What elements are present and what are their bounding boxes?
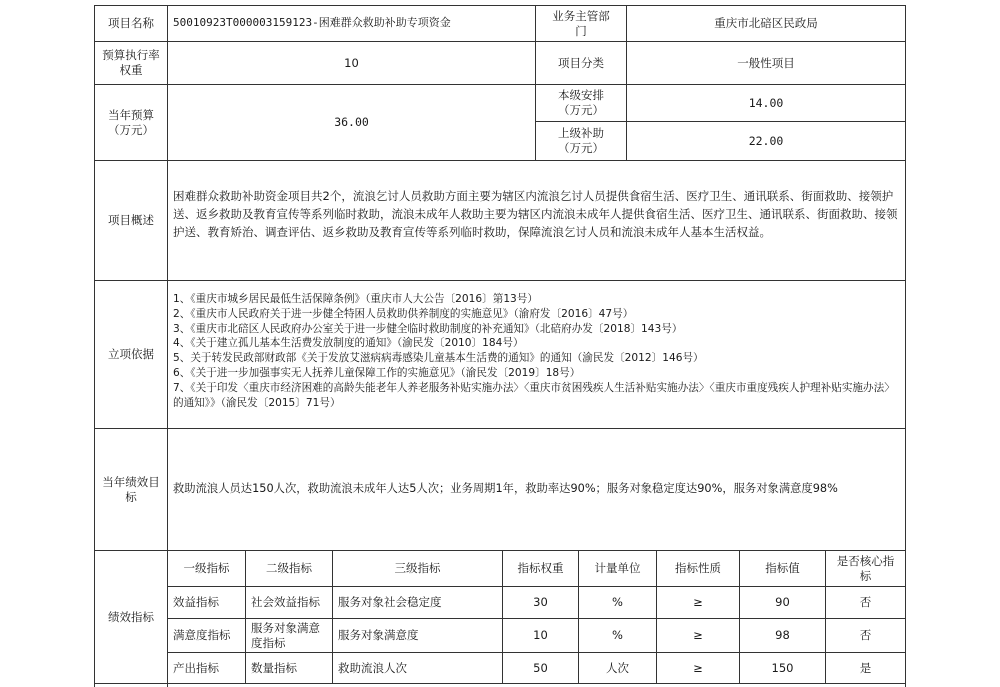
superior-subsidy-label: 上级补助（万元） [558, 126, 604, 155]
indicator-cell: 否 [859, 628, 872, 643]
indicator-cell: 救助流浪人次 [338, 660, 407, 675]
budget-weight-value: 10 [344, 55, 359, 70]
dept-label: 业务主管部门 [552, 8, 610, 38]
indicator-cell: 10 [533, 628, 548, 643]
indicator-header-cell: 三级指标 [394, 561, 441, 576]
basis-item: 7、《关于印发〈重庆市经济困难的高龄失能老年人养老服务补贴实施办法〉〈重庆市贫困残疾人生活补贴实施办法〉〈重庆市重度残疾人护理补贴实施办法〉的通知》》（渝民发〔2015〕71号） [173, 381, 895, 409]
indicator-cell: 服务对象满意度指标 [251, 620, 320, 650]
basis-list [168, 292, 905, 411]
superior-subsidy-value: 22.00 [748, 133, 784, 148]
indicator-cell: 服务对象满意度 [338, 628, 419, 643]
budget-weight-label: 预算执行率权重 [102, 48, 160, 77]
indicator-header-cell: 一级指标 [183, 561, 230, 576]
goal-text: 救助流浪人员达150人次，救助流浪未成年人达5人次；业务周期1年，救助率达90%；服务对象稳定度达90%，服务对象满意度98% [173, 482, 838, 496]
indicator-header-cell: 指标性质 [675, 561, 721, 576]
indicator-cell: 产出指标 [173, 660, 219, 675]
basis-item: 4、《关于建立孤儿基本生活费发放制度的通知》（渝民发〔2010〕184号） [173, 337, 524, 350]
local-allocation-value: 14.00 [748, 95, 784, 110]
basis-item: 6、《关于进一步加强事实无人抚养儿童保障工作的实施意见》（渝民发〔2019〕18号） [173, 367, 581, 380]
indicator-header-cell: 指标权重 [517, 561, 564, 576]
project-name-value: 50010923T000003159123-困难群众救助补助专项资金 [173, 16, 451, 30]
indicator-cell: 效益指标 [173, 595, 219, 610]
project-name-label: 项目名称 [108, 16, 154, 31]
indicator-cell: % [612, 628, 623, 643]
indicators-label: 绩效指标 [108, 609, 154, 624]
indicator-cell: 98 [775, 628, 790, 643]
indicator-cell: 服务对象社会稳定度 [338, 595, 442, 610]
basis-item: 1、《重庆市城乡居民最低生活保障条例》（重庆市人大公告〔2016〕第13号） [173, 293, 538, 305]
indicator-cell: 否 [859, 595, 872, 610]
indicator-cell: 社会效益指标 [251, 595, 320, 610]
dept-value: 重庆市北碚区民政局 [714, 16, 818, 31]
indicator-cell: ≥ [693, 660, 703, 675]
indicator-cell: 满意度指标 [173, 628, 231, 643]
basis-item: 2、《重庆市人民政府关于进一步健全特困人员救助供养制度的实施意见》（渝府发〔2016〕47号） [173, 307, 634, 320]
indicator-cell: 30 [533, 595, 548, 610]
indicator-header-cell: 是否核心指标 [836, 553, 895, 583]
indicator-cell: 人次 [606, 660, 629, 675]
indicator-cell: 数量指标 [251, 660, 297, 675]
overview-label: 项目概述 [108, 213, 154, 228]
indicator-cell: 150 [771, 660, 794, 675]
project-category-label: 项目分类 [558, 55, 604, 70]
basis-label: 立项依据 [108, 347, 154, 362]
indicator-header-cell: 计量单位 [594, 561, 641, 576]
indicator-cell: % [612, 595, 623, 610]
local-allocation-label: 本级安排（万元） [558, 88, 604, 117]
indicator-cell: 90 [775, 595, 790, 610]
current-budget-value: 36.00 [334, 115, 369, 130]
basis-item: 5、关于转发民政部财政部《关于发放艾滋病病毒感染儿童基本生活费的通知》的通知（渝民发〔2012〕146号） [173, 352, 704, 365]
indicator-cell: 是 [859, 660, 872, 675]
overview-text: 困难群众救助补助资金项目共2个，流浪乞讨人员救助方面主要为辖区内流浪乞讨人员提供食宿生活、医疗卫生、通讯联系、街面救助、接领护送、返乡救助及教育宣传等系列临时救助，流浪未成年人救助主要为辖区内流浪未成年人提供食宿生活、医疗卫生、通讯联系、街面救助、接领护送、教育矫治、调查评估、返乡救助及教育宣传等系列临时救助，保障流浪乞讨人员和流浪未成年人基本生活权益。 [173, 189, 898, 239]
indicator-header-cell: 二级指标 [266, 561, 312, 576]
goal-label: 当年绩效目标 [102, 474, 160, 504]
basis-item: 3、《重庆市北碚区人民政府办公室关于进一步健全临时救助制度的补充通知》（北碚府办发〔2018〕143号） [173, 322, 683, 335]
indicator-header-cell: 指标值 [765, 561, 800, 576]
project-category-value: 一般性项目 [737, 55, 795, 70]
indicator-cell: ≥ [693, 595, 703, 610]
current-budget-label: 当年预算（万元） [108, 107, 154, 137]
indicator-cell: ≥ [693, 628, 703, 643]
indicator-cell: 50 [533, 660, 548, 675]
